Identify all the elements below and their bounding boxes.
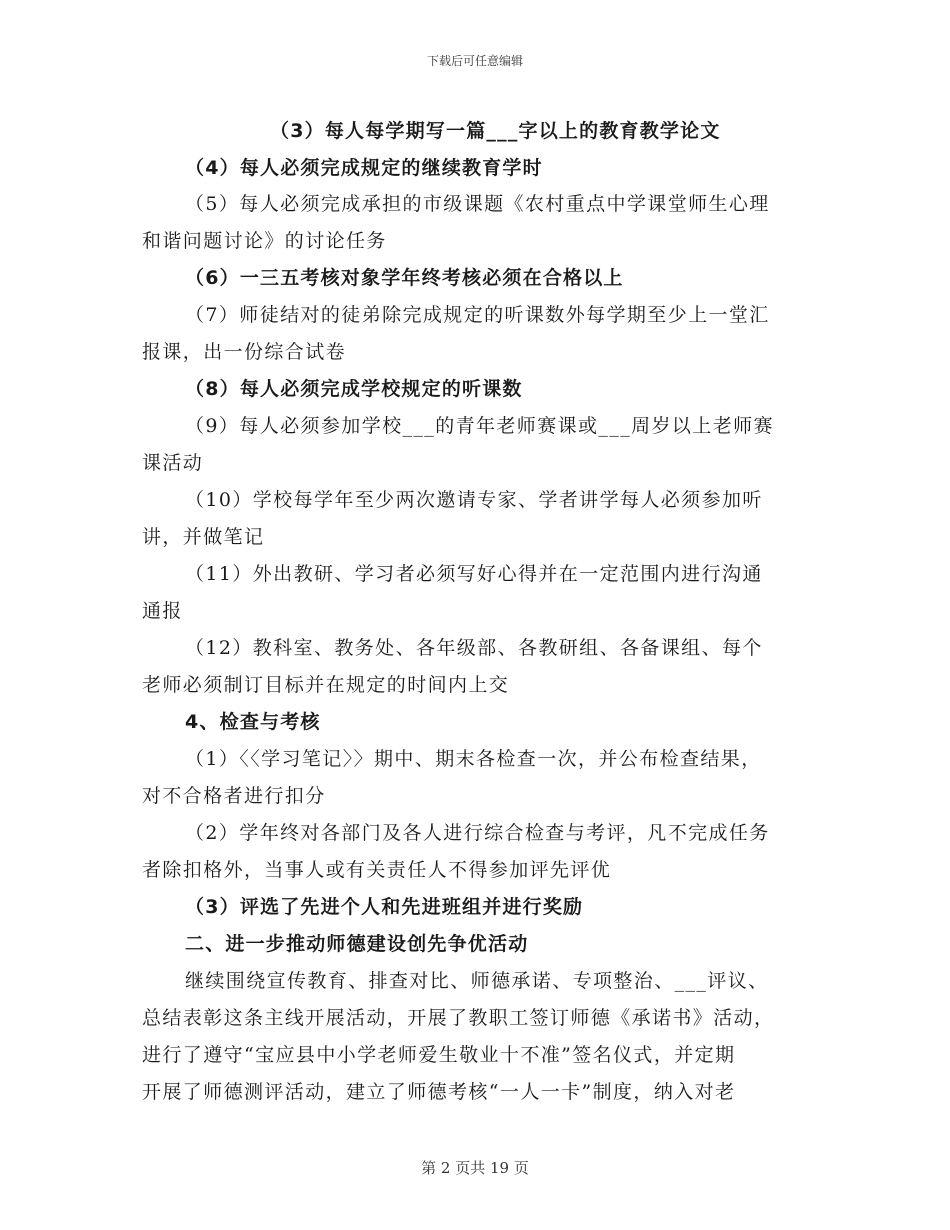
text-line: （9）每人必须参加学校___的青年老师赛课或___周岁以上老师赛 xyxy=(185,415,774,437)
page-footer: 第 2 页共 19 页 xyxy=(421,1159,529,1177)
section-heading: 4、检查与考核 xyxy=(185,711,321,733)
text-line: 者除扣格外，当事人或有关责任人不得参加评先评优 xyxy=(142,859,612,881)
text-line: （2）学年终对各部门及各人进行综合检查与考评，凡不完成任务 xyxy=(185,822,770,844)
text-line: （10）学校每学年至少两次邀请专家、学者讲学每人必须参加听 xyxy=(185,489,763,511)
text-line: 报课，出一份综合试卷 xyxy=(142,341,347,363)
text-line: （11）外出教研、学习者必须写好心得并在一定范围内进行沟通 xyxy=(185,563,763,585)
page-header: 下载后可任意编辑 xyxy=(426,54,523,68)
text-line: 和谐问题讨论》的讨论任务 xyxy=(142,230,387,252)
text-line: （5）每人必须完成承担的市级课题《农村重点中学课堂师生心理 xyxy=(185,193,770,215)
text-line: 通报 xyxy=(142,600,183,622)
text-line: （6）一三五考核对象学年终考核必须在合格以上 xyxy=(185,267,624,289)
text-line: （12）教科室、教务处、各年级部、各教研组、各备课组、每个 xyxy=(185,637,763,659)
text-line: 老师必须制订目标并在规定的时间内上交 xyxy=(142,674,510,696)
text-line: （3）每人每学期写一篇___字以上的教育教学论文 xyxy=(270,120,721,142)
text-line: 对不合格者进行扣分 xyxy=(142,785,326,807)
text-line: 总结表彰这条主线开展活动，开展了教职工签订师德《承诺书》活动， xyxy=(142,1007,775,1029)
text-line: （1）〈〈学习笔记〉〉期中、期末各检查一次，并公布检查结果， xyxy=(185,748,762,770)
text-line: （4）每人必须完成规定的继续教育学时 xyxy=(185,157,543,179)
text-line: （7）师徒结对的徒弟除完成规定的听课数外每学期至少上一堂汇 xyxy=(185,304,770,326)
text-line: 课活动 xyxy=(142,452,204,474)
text-line: 进行了遵守“宝应县中小学老师爱生敬业十不准”签名仪式，并定期 xyxy=(142,1044,736,1066)
text-line: （8）每人必须完成学校规定的听课数 xyxy=(185,378,523,400)
text-line: 讲，并做笔记 xyxy=(142,526,265,548)
text-line: 开展了师德测评活动，建立了师德考核“一人一卡”制度，纳入对老 xyxy=(142,1081,736,1103)
text-line: 继续围绕宣传教育、排查对比、师德承诺、专项整治、___评议、 xyxy=(185,970,769,992)
section-heading: 二、进一步推动师德建设创先争优活动 xyxy=(185,933,529,955)
text-line: （3）评选了先进个人和先进班组并进行奖励 xyxy=(185,896,584,918)
